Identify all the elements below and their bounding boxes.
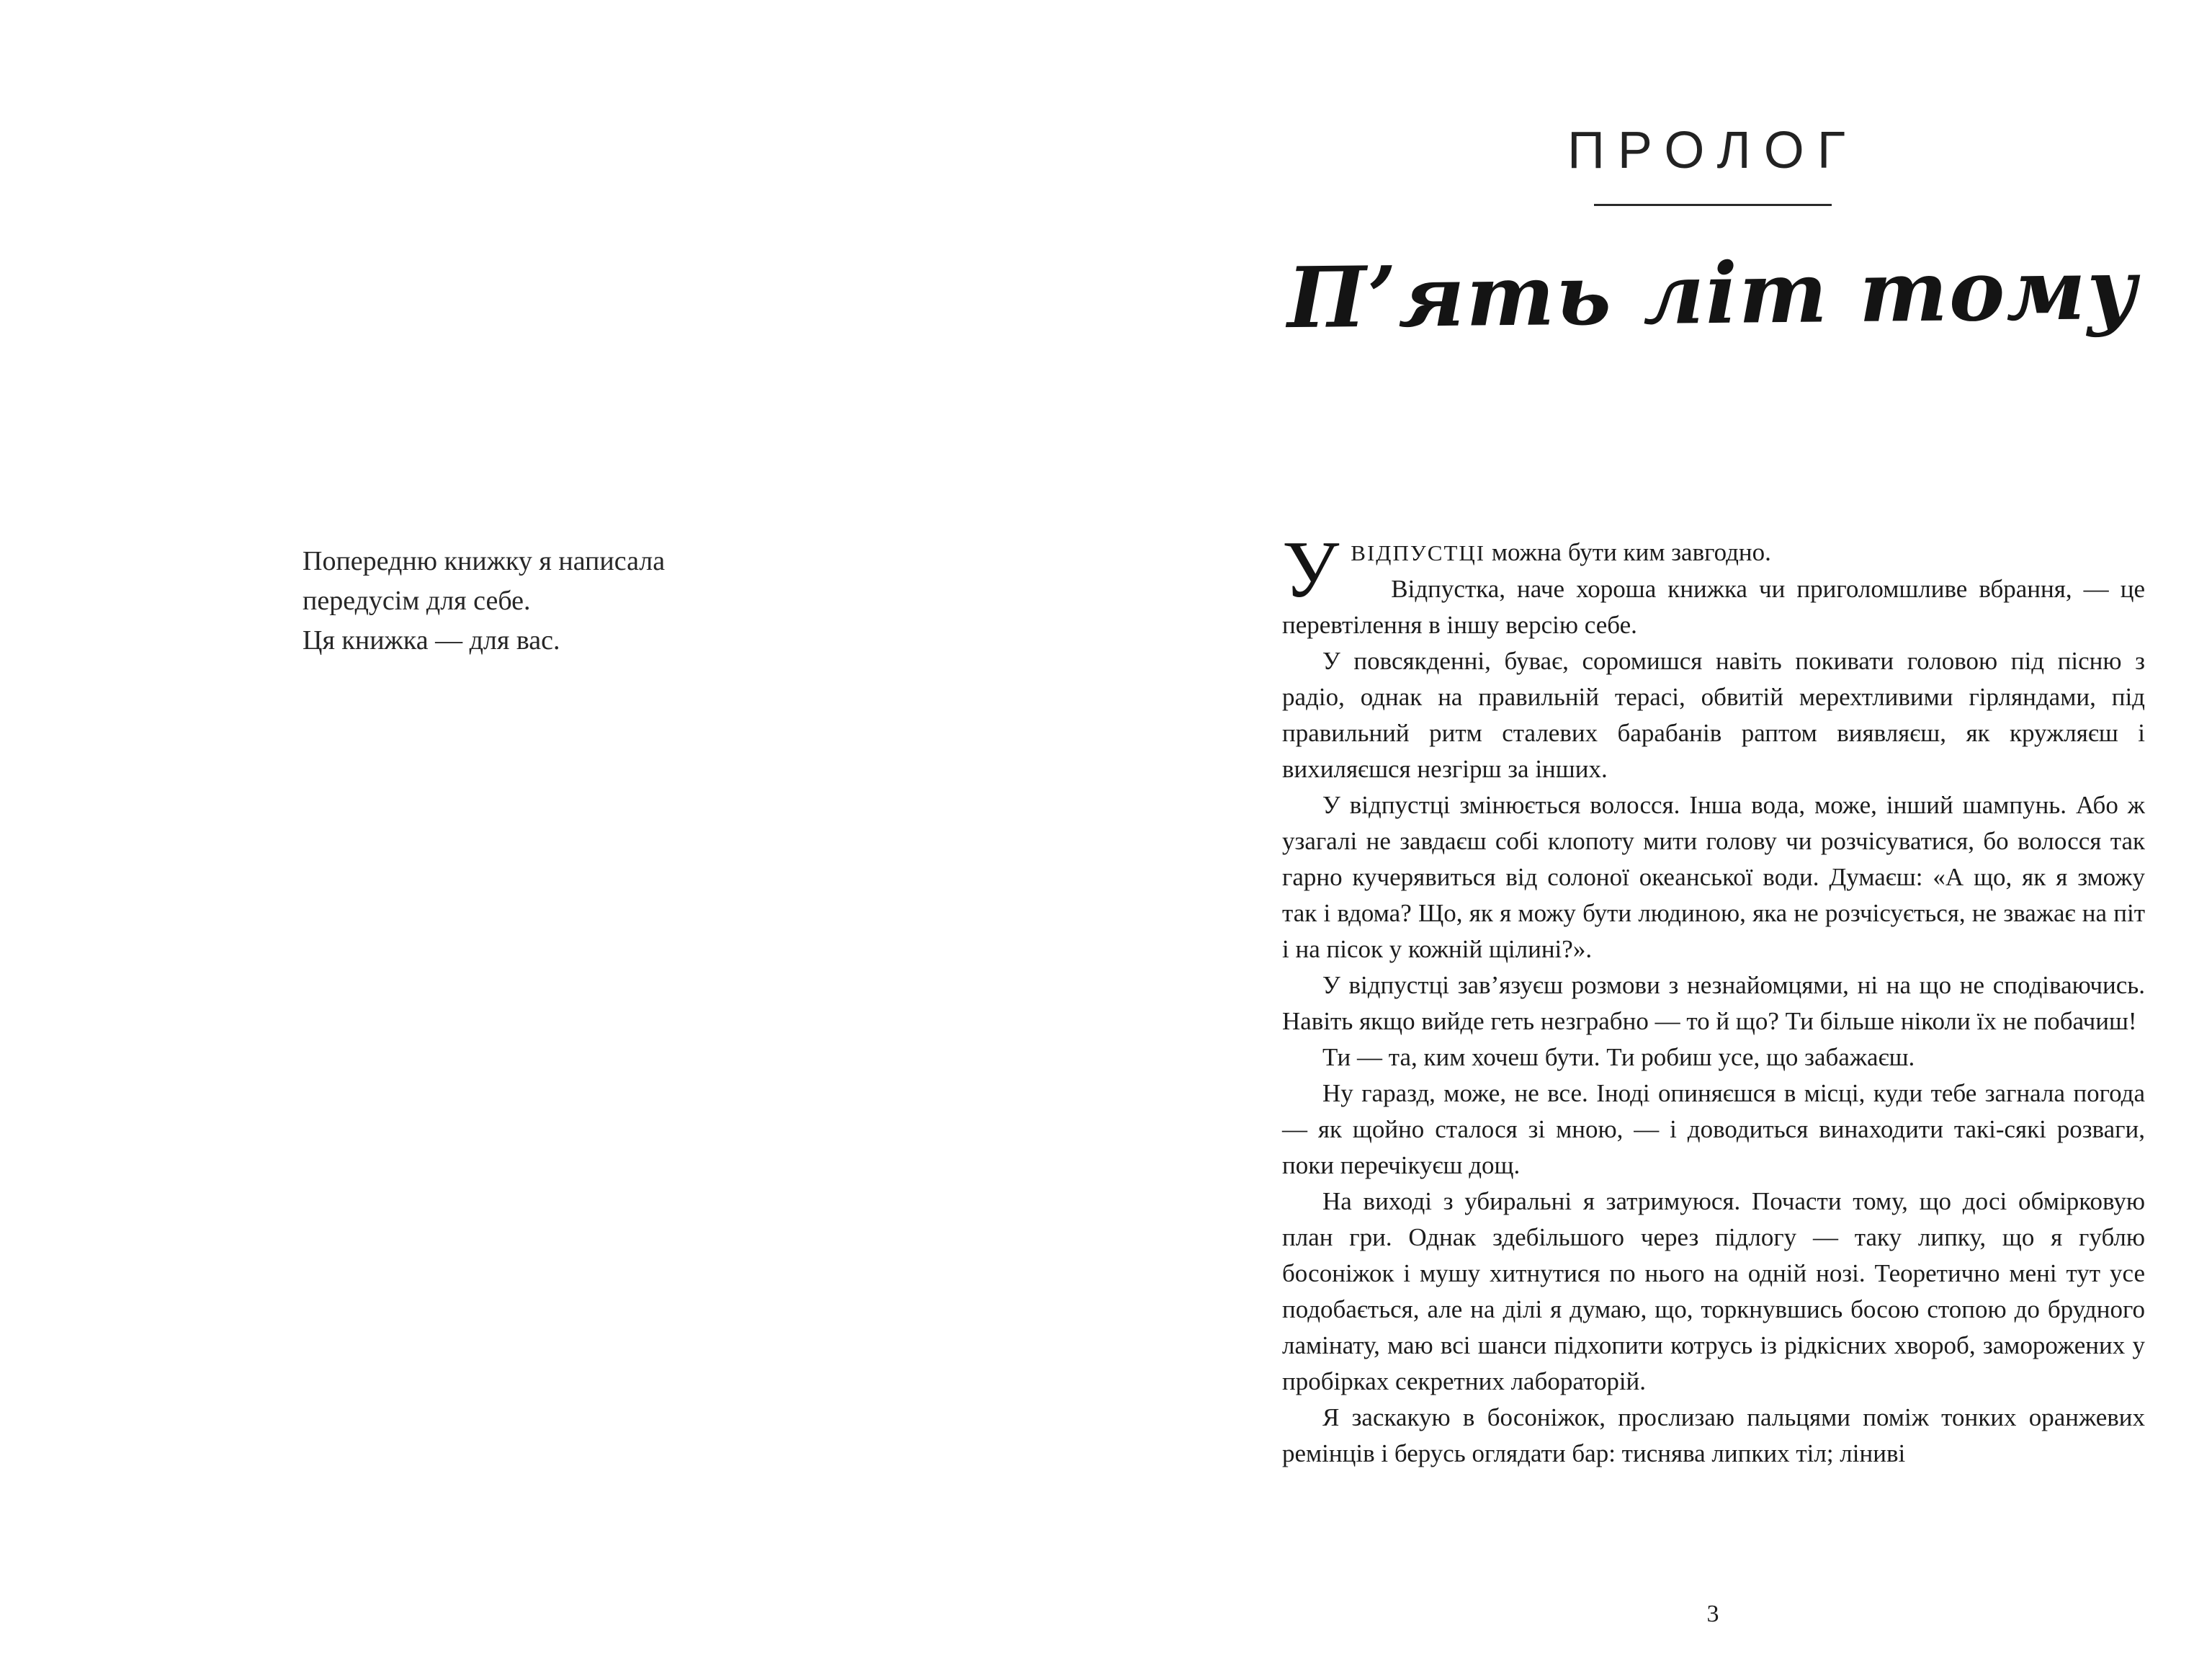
- lead-word: ВІДПУСТЦІ: [1351, 540, 1486, 565]
- dedication-text: [303, 542, 850, 661]
- paragraph-text: можна бути ким завгодно.: [1485, 538, 1771, 566]
- paragraph: У відпустці зав’язуєш розмови з незнайомцями, ні на що не сподіваючись. Навіть якщо вийде геть незграбно — то й що? Ти більше ніколи їх не побачиш!: [1282, 971, 2145, 1035]
- drop-cap: У: [1282, 525, 1340, 614]
- paragraph: У відпустці змінюється волосся. Інша вода, може, інший шампунь. Або ж узагалі не завдаєш собі клопоту мити голову чи розчісуватися, бо волосся так гарно кучерявиться від солоної океанської води. Думаєш: «А що, як я зможу так і вдома? Що, як я можу бути людиною, яка не розчісується, не зважає на піт і на пісок у кожній щілині?».: [1282, 791, 2145, 963]
- book-page-right: [1106, 0, 2212, 1659]
- paragraph: Ну гаразд, може, не все. Іноді опиняєшся в місці, куди тебе загнала погода — як щойно сталося зі мною, — і доводиться винаходити такі-сякі розваги, поки перечікуєш дощ.: [1282, 1079, 2145, 1179]
- paragraph: Відпустка, наче хороша книжка чи приголомшливе вбрання, — це перевтілення в іншу версію себе.: [1282, 575, 2145, 639]
- chapter-title: П’ять літ тому: [1286, 240, 2139, 348]
- dedication-line: Ця книжка — для вас.: [303, 625, 560, 656]
- paragraph: [1282, 535, 2145, 571]
- body-text: [1282, 525, 2145, 1472]
- paragraph: На виході з убиральні я затримуюся. Почасти тому, що досі обмірковую план гри. Однак здебільшого через підлогу — таку липку, що я гублю босоніжок і мушу хитнутися по нього на одній нозі. Теоретично мені тут усе подобається, але на ділі я думаю, що, торкнувшись босою стопою до брудного ламінату, маю всі шанси підхопити котрусь із рідкісних хвороб, заморожених у пробірках секретних лабораторій.: [1282, 1187, 2145, 1395]
- paragraph: У повсякденні, буває, соромишся навіть покивати головою під пісню з радіо, однак на правильній терасі, обвитій мерехтливими гірляндами, під правильний ритм сталевих барабанів раптом виявляєш, як кружляєш і вихиляєшся незгірш за інших.: [1282, 647, 2145, 783]
- dedication-line: Попередню книжку я написала: [303, 546, 666, 576]
- paragraph: Я заскакую в босоніжок, прослизаю пальцями поміж тонких оранжевих ремінців і берусь оглядати бар: тиснява липких тіл; ліниві: [1282, 1403, 2145, 1467]
- page-number: 3: [1706, 1601, 1719, 1627]
- chapter-rule-divider: [1594, 204, 1832, 206]
- paragraph: Ти — та, ким хочеш бути. Ти робиш усе, що забажаєш.: [1322, 1043, 1915, 1071]
- chapter-label: ПРОЛОГ: [1567, 122, 1858, 179]
- dedication-line: передусім для себе.: [303, 586, 531, 616]
